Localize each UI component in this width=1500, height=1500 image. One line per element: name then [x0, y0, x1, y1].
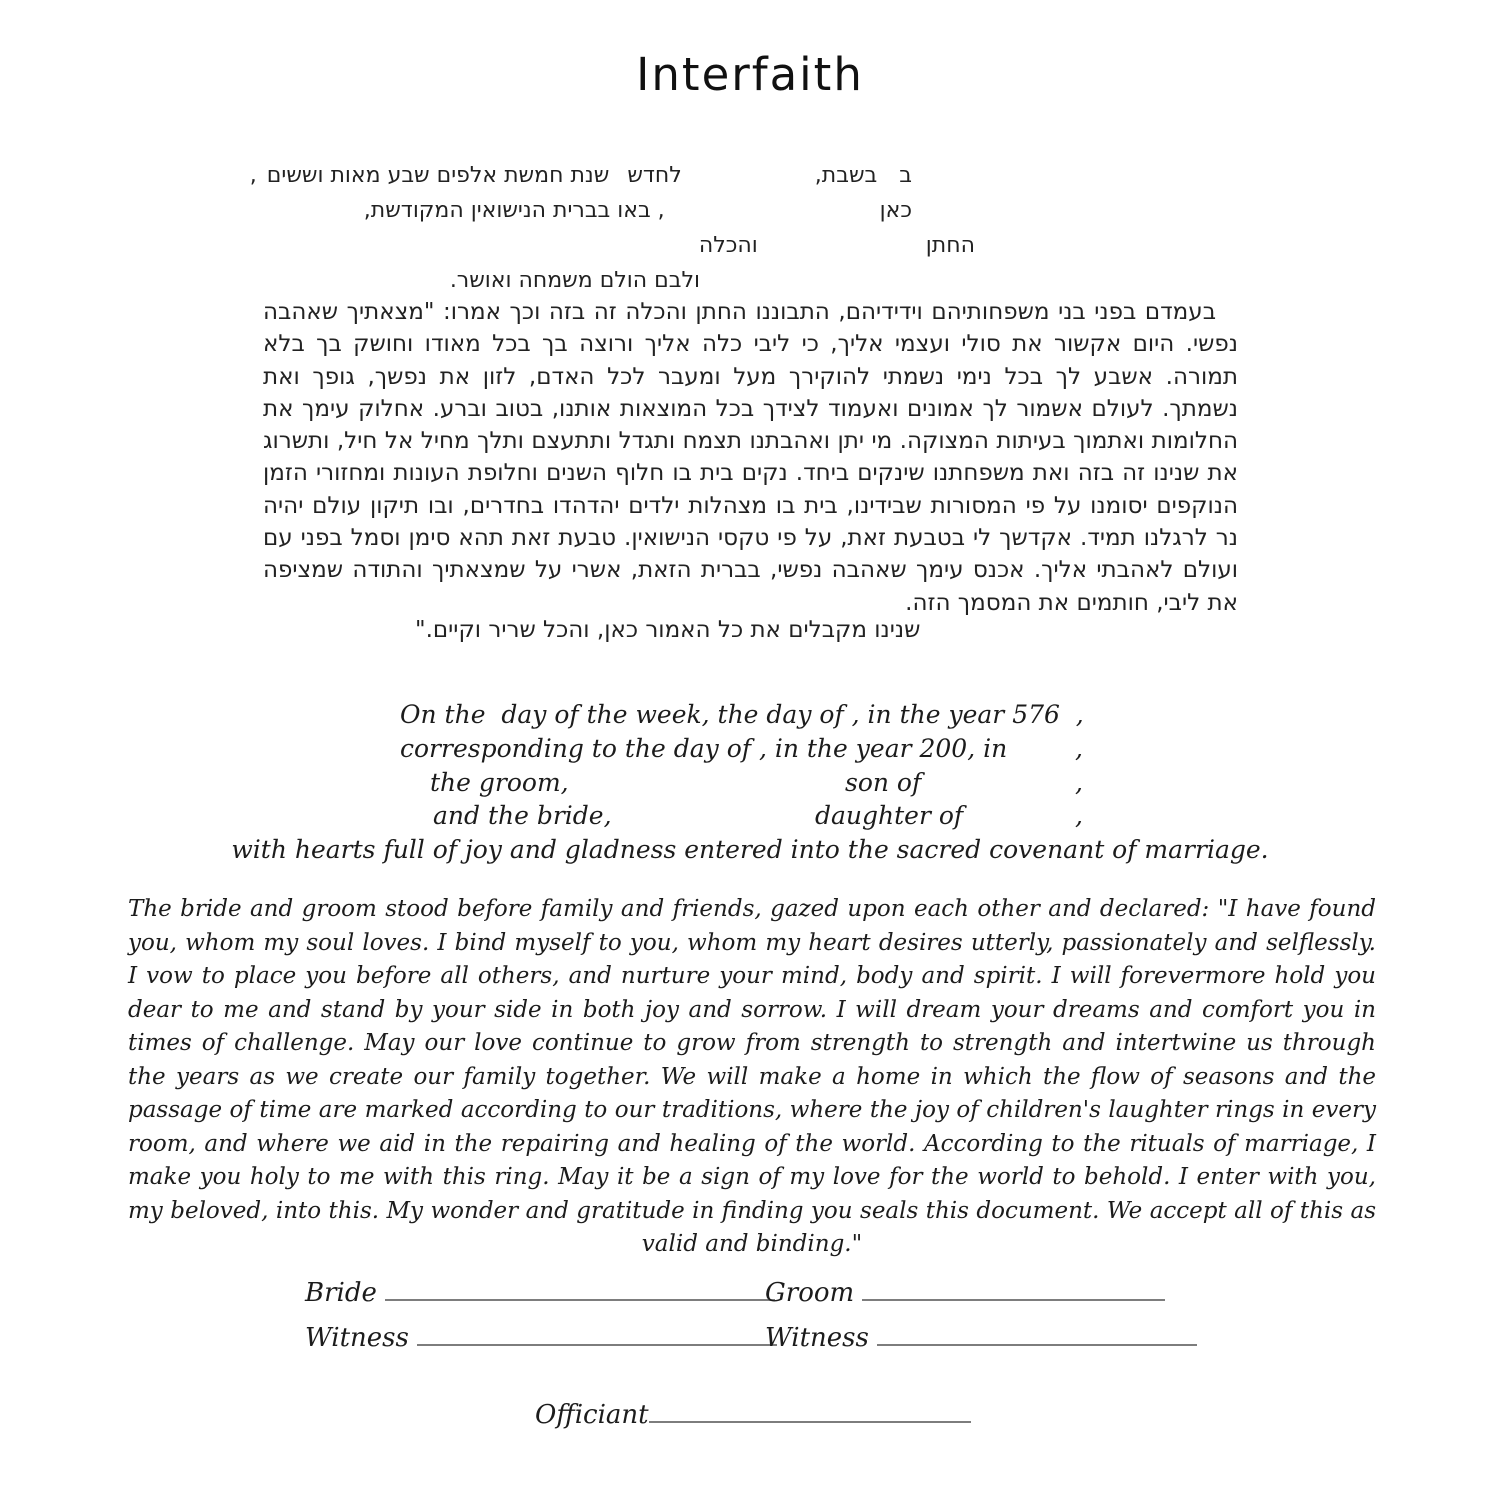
witness1-signature-label: Witness	[305, 1323, 409, 1353]
hebrew-bshabbat-label: בשבת,	[814, 163, 878, 188]
groom-signature	[765, 1278, 1165, 1308]
hebrew-couple-line	[699, 233, 975, 258]
english-daughter-of-label: daughter of	[815, 801, 964, 830]
groom-signature-label: Groom	[765, 1278, 855, 1308]
witness2-signature	[765, 1323, 1197, 1353]
hebrew-closing-line: שנינו מקבלים את כל האמור כאן, והכל שריר וקיים."	[415, 617, 921, 643]
english-groom-label: the groom,	[430, 768, 569, 797]
hebrew-day-blank	[877, 181, 899, 182]
witness2-signature-label: Witness	[765, 1323, 869, 1353]
hebrew-kan-label: כאן	[879, 198, 912, 223]
witness1-signature-line	[417, 1328, 777, 1346]
hebrew-year-comma: ,	[249, 163, 257, 188]
hebrew-month-day-blank	[682, 181, 815, 182]
hebrew-day-prefix: ב	[899, 163, 912, 188]
witness2-signature-line	[877, 1328, 1197, 1346]
hebrew-place-line	[364, 198, 912, 223]
hebrew-lachodesh-label: לחדש	[627, 163, 682, 188]
hebrew-hearts-line: ולבם הולם משמחה ואושר.	[449, 268, 700, 293]
english-corresponding-text: corresponding to the day of , in the year 200, in	[400, 734, 1008, 763]
english-bride-line-comma: ,	[1075, 801, 1083, 830]
witness1-signature	[305, 1323, 777, 1353]
hebrew-month-name-blank	[609, 181, 627, 182]
english-groom-line-comma: ,	[1075, 768, 1083, 797]
english-bride-label: and the bride,	[433, 801, 612, 830]
groom-signature-line	[862, 1283, 1165, 1301]
officiant-signature	[535, 1400, 971, 1430]
bride-signature-line	[385, 1283, 775, 1301]
hebrew-year-units-blank	[257, 181, 267, 182]
hebrew-groom-name-blank	[758, 251, 926, 252]
english-covenant-line: with hearts full of joy and gladness entered into the sacred covenant of marriage.	[231, 835, 1269, 864]
hebrew-year-phrase: שנת חמשת אלפים שבע מאות וששים	[266, 163, 610, 188]
hebrew-declaration-paragraph: בעמדם בפני בני משפחותיהם וידידיהם, התבוננו החתן והכלה זה בזה וכך אמרו: "מצאתיך שאהבה נפשי. היום אקשור את סולי ועצמי אליך, כי ליבי כלה אליך ורוצה בך בכל מאודו וחושק בך בלא תמורה. אשבע לך בכל נימי נשמתי להוקירך מעל ומעבר לכל האדם, לזון את נפשך, גופך ואת נשמתך. לעולם אשמור לך אמונים ואעמוד לצידך בכל המוצאות אותנו, בטוב וברע. אחלוק עימך את החלומות ואתמוך בעיתות המצוקה. מי יתן ואהבתנו תצמח ותגדל ותתעצם ותלך מחיל אל חיל, ותשרוג את שנינו זה בזה ואת משפחתנו שינקים ביחד. נקים בית בו חלוף השנים וחלופת העונות ומחזורי הזמן הנוקפים יסומנו על פי המסורות שבידינו, בית בו מצהלות ילדים יהדהדו בחדרים, ובו תיקון עולם יהיה נר לרגלנו תמיד. אקדשך לי בטבעת זאת, על פי טקסי הנישואין. טבעת זאת תהא סימן וסמל בפני עם ועולם לאהבתי אליך. אכנס עימך שאהבה נפשי, בברית הזאת, אשרי על שמצאתיך והתודה שמציפה את ליבי, חותמים את המסמך הזה.	[263, 299, 1238, 616]
hebrew-place-blank	[665, 216, 880, 217]
bride-signature-label: Bride	[305, 1278, 377, 1308]
officiant-signature-label: Officiant	[535, 1400, 649, 1430]
hebrew-date-line	[250, 163, 912, 188]
english-date-line: On the day of the week, the day of , in the year 576 ,	[400, 700, 1084, 729]
bride-signature	[305, 1278, 775, 1308]
english-declaration-paragraph: The bride and groom stood before family and friends, gazed upon each other and declared: "I have found you, whom my soul loves. I bind myself to you, whom my heart desires utterly, passionately and selflessly. I vow to place you before all others, and nurture your mind, body and spirit. I will forevermore hold you dear to me and stand by your side in both joy and sorrow. I will dream your dreams and comfort you in times of challenge. May our love continue to grow from strength to strength and intertwine us through the years as we create our family together. We will make a home in which the flow of seasons and the passage of time are marked according to our traditions, where the joy of children's laughter rings in every room, and where we aid in the repairing and healing of the world. According to the rituals of marriage, I make you holy to me with this ring. May it be a sign of my love for the world to behold. I enter with you, my beloved, into this. My wonder and gratitude in finding you seals this document. We accept all of this as valid and binding."	[128, 896, 1376, 1257]
hebrew-groom-label: החתן	[925, 233, 975, 258]
english-corresponding-comma: ,	[1075, 734, 1083, 763]
officiant-signature-line	[649, 1405, 971, 1423]
english-son-of-label: son of	[845, 768, 922, 797]
document-title: Interfaith	[636, 48, 864, 101]
hebrew-covenant-phrase: , באו בברית הנישואין המקודשת,	[363, 198, 665, 223]
hebrew-bride-label: והכלה	[698, 233, 758, 258]
